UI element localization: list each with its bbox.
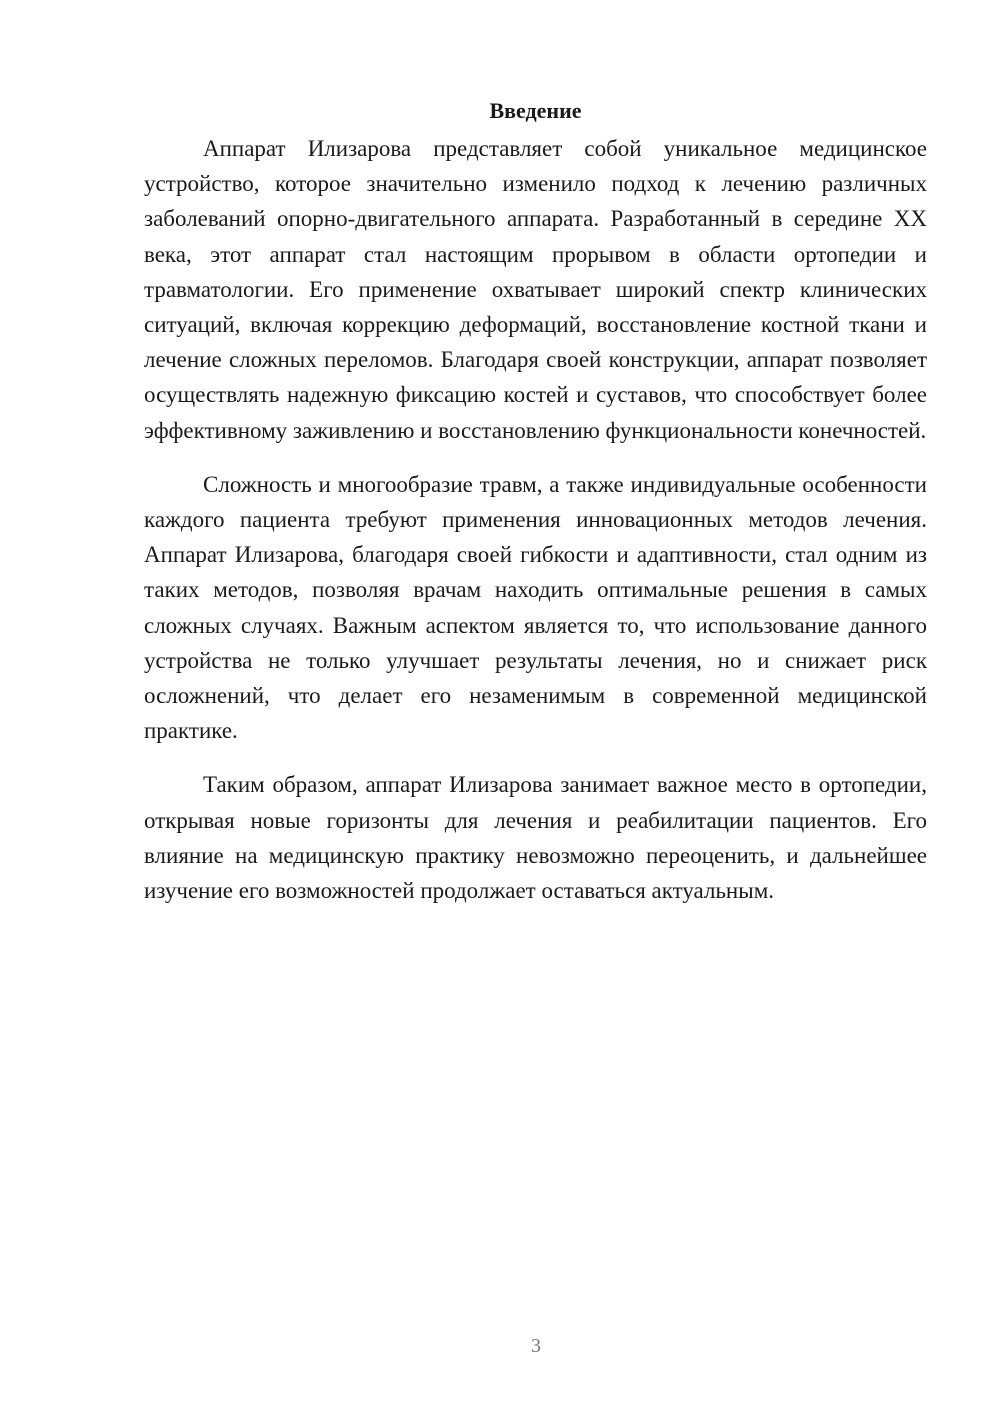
section-title: Введение	[489, 98, 582, 123]
paragraph-2: Сложность и многообразие травм, а также индивидуальные особенности каждого пациента требуют применения инновационных методов лечения. Аппарат Илизарова, благодаря своей гибкости и адаптивности, стал одним из таких методов, позволяя врачам находить оптимальные решения в самых сложных случаях. Важным аспектом является то, что использование данного устройства не только улучшает результаты лечения, но и снижает риск осложнений, что делает его незаменимым в современной медицинской практике.	[144, 471, 927, 744]
page-content	[144, 96, 927, 927]
paragraph-3: Таким образом, аппарат Илизарова занимает важное место в ортопедии, открывая новые горизонты для лечения и реабилитации пациентов. Его влияние на медицинскую практику невозможно переоценить, и дальнейшее изучение его возможностей продолжает оставаться актуальным.	[144, 772, 927, 904]
paragraph-1: Аппарат Илизарова представляет собой уникальное медицинское устройство, которое значительно изменило подход к лечению различных заболеваний опорно-двигательного аппарата. Разработанный в середине XX века, этот аппарат стал настоящим прорывом в области ортопедии и травматологии. Его применение охватывает широкий спектр клинических ситуаций, включая коррекцию деформаций, восстановление костной ткани и лечение сложных переломов. Благодаря своей конструкции, аппарат позволяет осуществлять надежную фиксацию костей и суставов, что способствует более эффективному заживлению и восстановлению функциональности конечностей.	[144, 136, 927, 443]
page-number: 3	[531, 1335, 541, 1357]
